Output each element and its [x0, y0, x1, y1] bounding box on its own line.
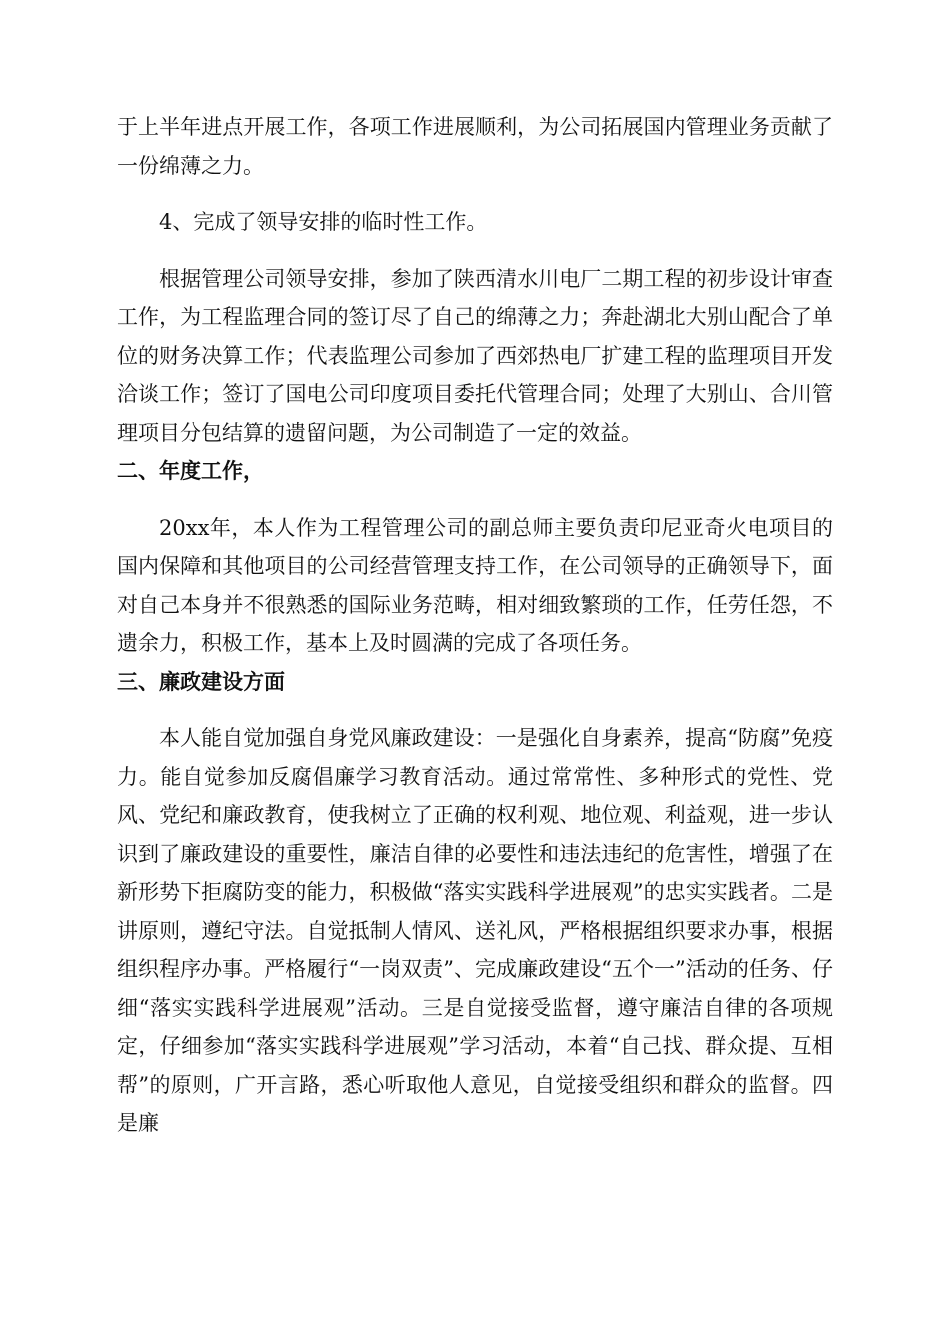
paragraph-continuation: 于上半年进点开展工作，各项工作进展顺利，为公司拓展国内管理业务贡献了一份绵薄之力。 [117, 115, 833, 178]
paragraph-temporary-work: 根据管理公司领导安排，参加了陕西清水川电厂二期工程的初步设计审查工作，为工程监理合同的签订尽了自己的绵薄之力；奔赴湖北大别山配合了单位的财务决算工作；代表监理公司参加了西郊热电厂扩建工程的监理项目开发洽谈工作；签订了国电公司印度项目委托代管理合同；处理了大别山、合川管理项目分包结算的遗留问题，为公司制造了一定的效益。 [117, 266, 833, 445]
paragraph-integrity: 本人能自觉加强自身党风廉政建设：一是强化自身素养，提高“防腐”免疫力。能自觉参加反腐倡廉学习教育活动。通过常常性、多种形式的党性、党风、党纪和廉政教育，使我树立了正确的权利观、地位观、利益观，进一步认识到了廉政建设的重要性，廉洁自律的必要性和违法违纪的危害性，增强了在新形势下拒腐防变的能力，积极做“落实实践科学进展观”的忠实实践者。二是讲原则，遵纪守法。自觉抵制人情风、送礼风，严格根据组织要求办事，根据组织程序办事。严格履行“一岗双责”、完成廉政建设“五个一”活动的任务、仔细“落实实践科学进展观”活动。三是自觉接受监督，遵守廉洁自律的各项规定，仔细参加“落实实践科学进展观”学习活动，本着“自己找、群众提、互相帮”的原则，广开言路，悉心听取他人意见，自觉接受组织和群众的监督。四是廉 [117, 726, 833, 1135]
paragraph-annual-work: 20xx年，本人作为工程管理公司的副总师主要负责印尼亚奇火电项目的国内保障和其他项目的公司经营管理支持工作，在公司领导的正确领导下，面对自己本身并不很熟悉的国际业务范畴，相对细致繁琐的工作，任劳任怨，不遗余力，积极工作，基本上及时圆满的完成了各项任务。 [117, 515, 833, 655]
section-heading-annual-work: 二、年度工作， [117, 459, 264, 483]
paragraph-item-4: 4、完成了领导安排的临时性工作。 [159, 210, 488, 234]
section-heading-integrity: 三、廉政建设方面 [117, 669, 285, 694]
document-page [117, 108, 833, 1143]
